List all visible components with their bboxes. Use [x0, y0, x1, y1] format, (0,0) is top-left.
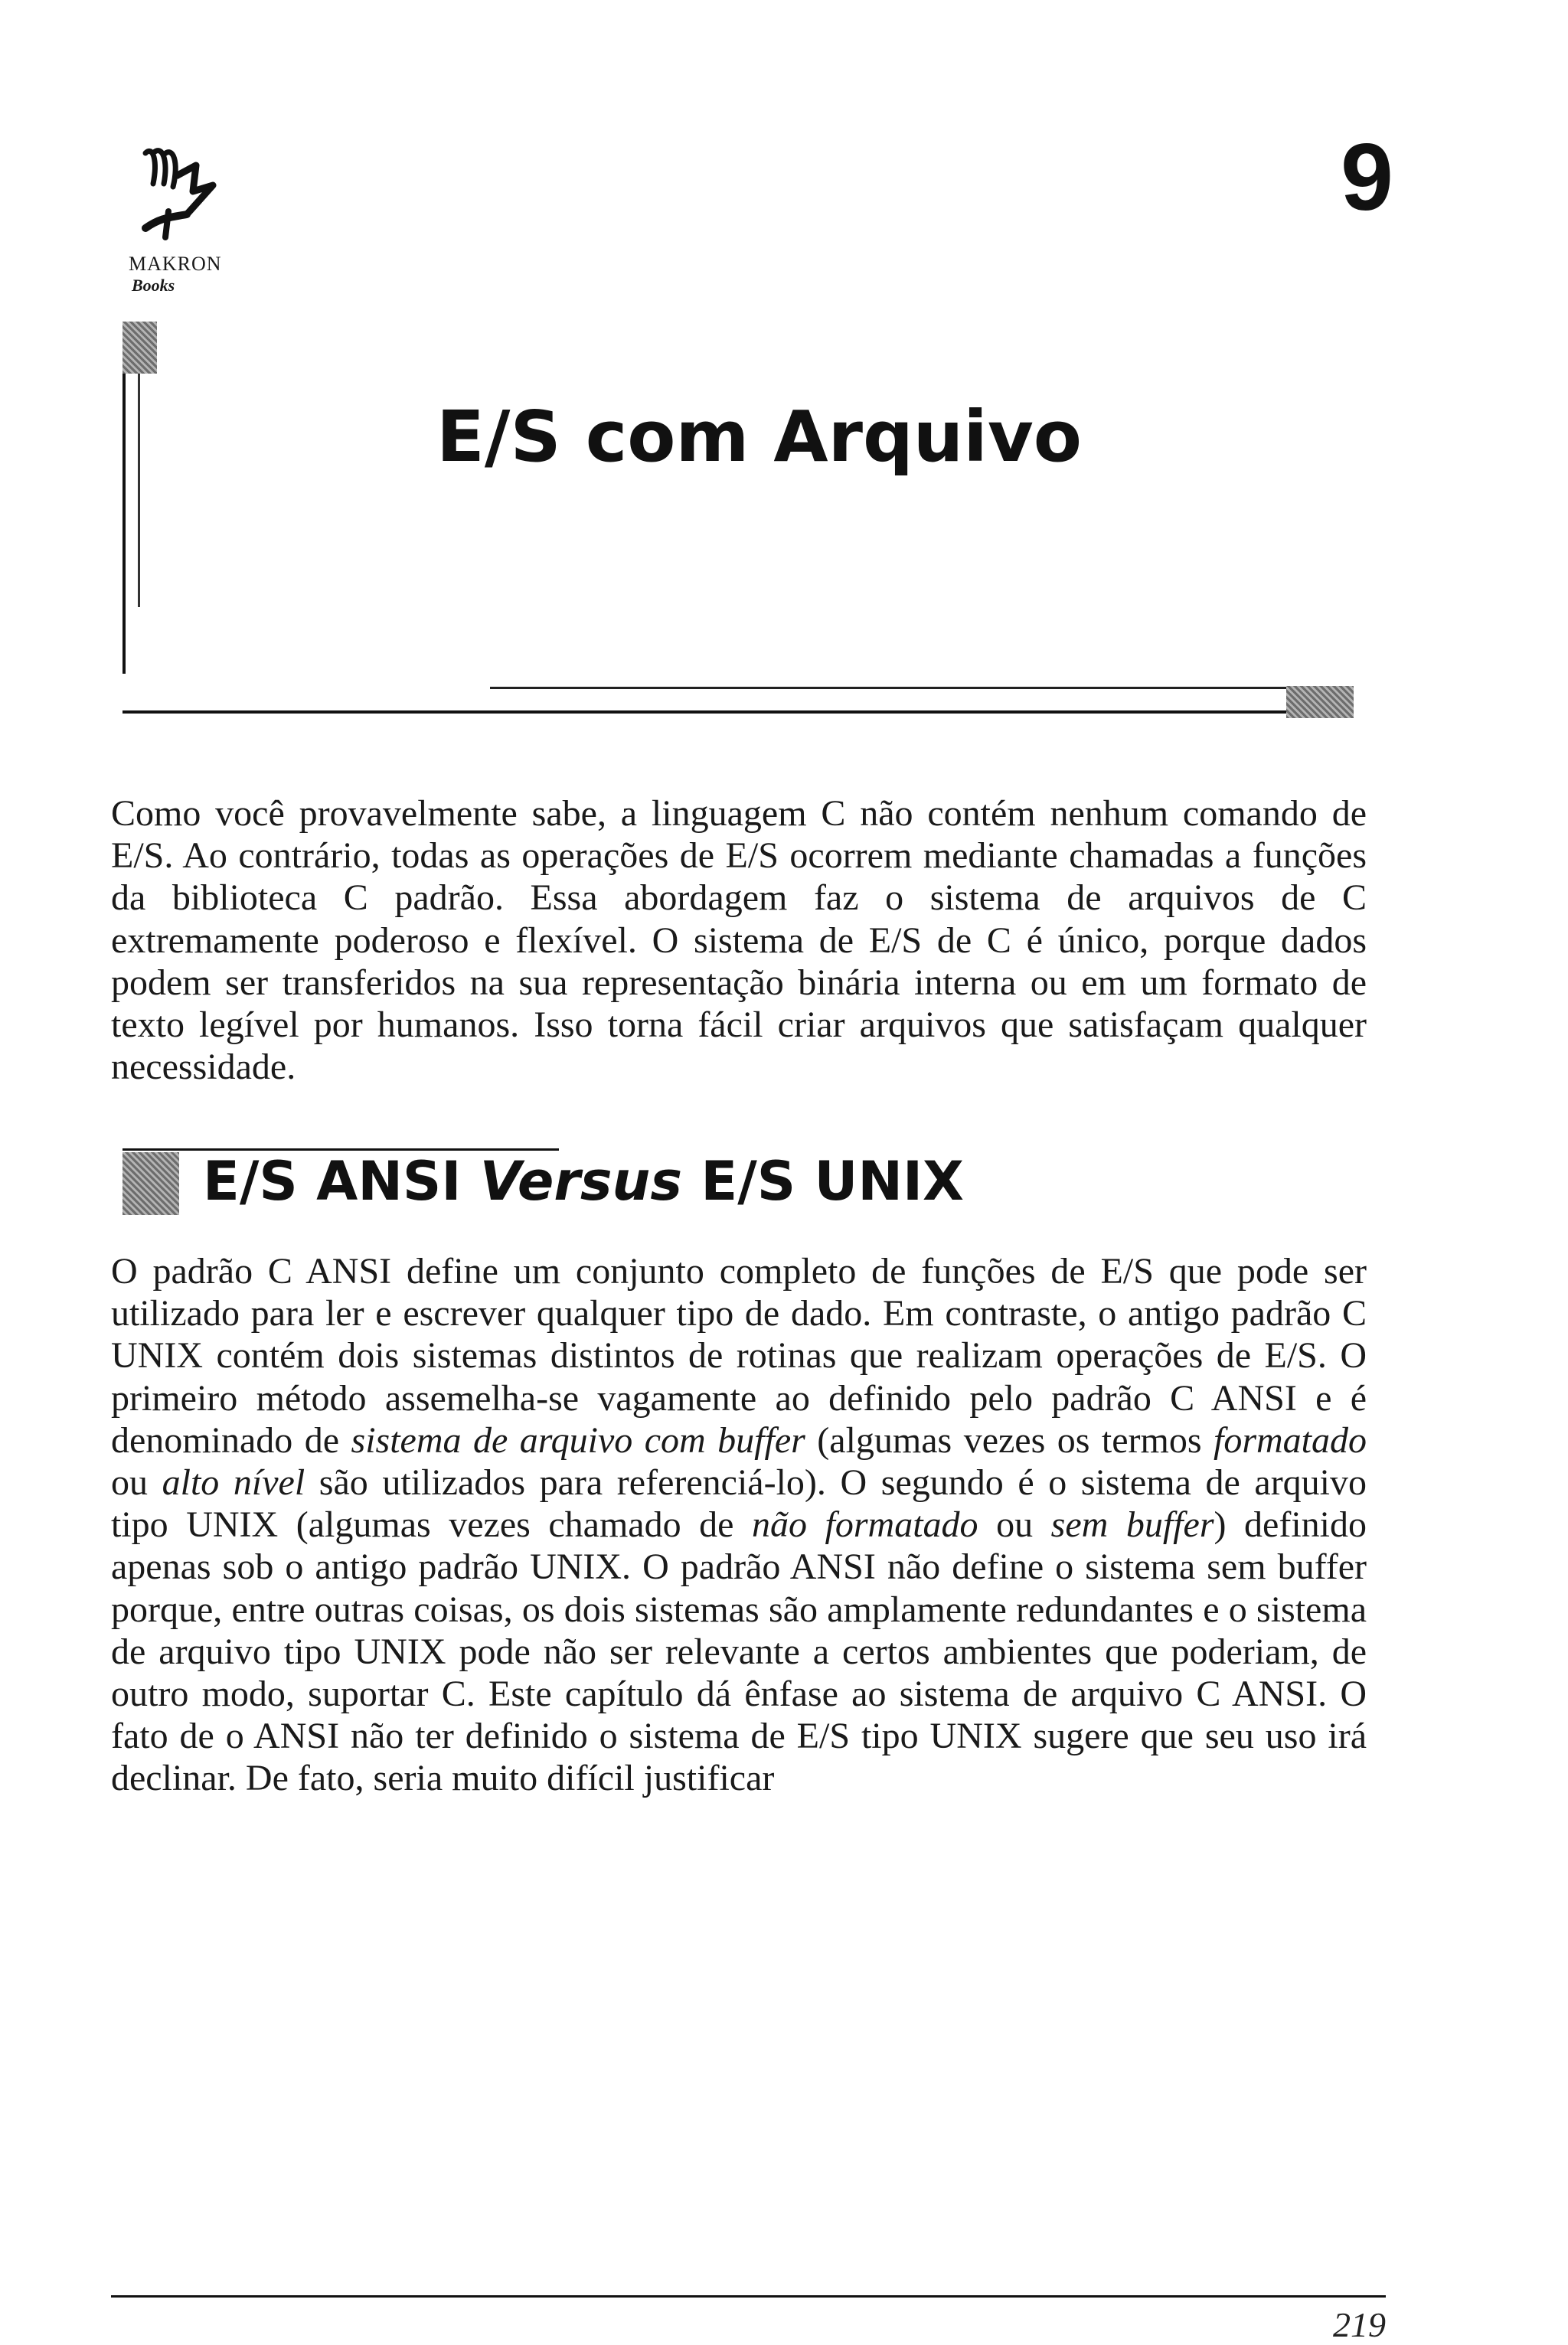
italic-term: sistema de arquivo com buffer: [351, 1419, 805, 1461]
logo-sub: Books: [132, 276, 175, 295]
italic-term: não formatado: [752, 1504, 978, 1546]
frame-inner-vertical-rule: [138, 374, 140, 607]
section-title: [203, 1151, 964, 1213]
frame-horizontal-rule-top: [490, 687, 1286, 689]
publisher-logo: [115, 138, 283, 314]
text-run: ou: [978, 1504, 1051, 1546]
text-run: ou: [111, 1462, 162, 1504]
chapter-number: 9: [1341, 125, 1393, 230]
logo-name: MAKRON: [129, 253, 222, 275]
italic-term: formatado: [1214, 1419, 1367, 1461]
section-paragraph: [111, 1250, 1367, 1800]
text-run: ) definido apenas sob o antigo padrão UNIX. O padrão ANSI não define o sistema sem buffer porque, entre outras coisas, os dois sistemas são amplamente redundantes e o sistema de arquivo tipo UNIX pode não ser relevante a certos ambientes que poderiam, de outro modo, suportar C. Este capítulo dá ênfase ao sistema de arquivo C ANSI. O fato de o ANSI não ter definido o sistema de E/S tipo UNIX sugere que seu uso irá declinar. De fato, seria muito difícil justificar: [111, 1504, 1367, 1799]
section-title-italic: Versus: [479, 1150, 683, 1213]
frame-horizontal-rule-bottom: [122, 710, 1286, 714]
section-title-part2: E/S UNIX: [682, 1150, 964, 1213]
text-run: O padrão C ANSI define um conjunto completo de funções de E/S que pode ser utilizado para ler e escrever qualquer tipo de dado. Em contraste, o antigo padrão C UNIX contém dois sistemas distintos de rotinas que realizam operações de E/S. O primeiro método assemelha-se vagamente ao definido pelo padrão C ANSI e é denominado de: [111, 1251, 1367, 1461]
section-marker-block: [122, 1152, 179, 1215]
italic-term: alto nível: [162, 1462, 305, 1504]
makron-books-logo-icon: [122, 138, 230, 253]
footer-rule: [111, 2295, 1386, 2298]
frame-corner-block: [122, 322, 157, 374]
section-title-part1: E/S ANSI: [203, 1150, 480, 1213]
italic-term: sem buffer: [1050, 1504, 1214, 1546]
text-run: (algumas vezes os termos: [805, 1419, 1214, 1461]
chapter-title: E/S com Arquivo: [436, 396, 1083, 478]
intro-paragraph: Como você provavelmente sabe, a linguagem C não contém nenhum comando de E/S. Ao contrário, todas as operações de E/S ocorrem mediante chamadas a funções da biblioteca C padrão. Essa abordagem faz o sistema de arquivos de C extremamente poderoso e flexível. O sistema de E/S de C é único, porque dados podem ser transferidos na sua representação binária interna ou em um formato de texto legível por humanos. Isso torna fácil criar arquivos que satisfaçam qualquer necessidade.: [111, 793, 1367, 1088]
page-number: 219: [1333, 2305, 1386, 2344]
frame-end-block: [1286, 686, 1354, 718]
frame-vertical-rule: [122, 322, 126, 674]
text-run: são utilizados para referenciá-lo). O segundo é o sistema de arquivo tipo UNIX (algumas vezes chamado de: [111, 1462, 1367, 1546]
